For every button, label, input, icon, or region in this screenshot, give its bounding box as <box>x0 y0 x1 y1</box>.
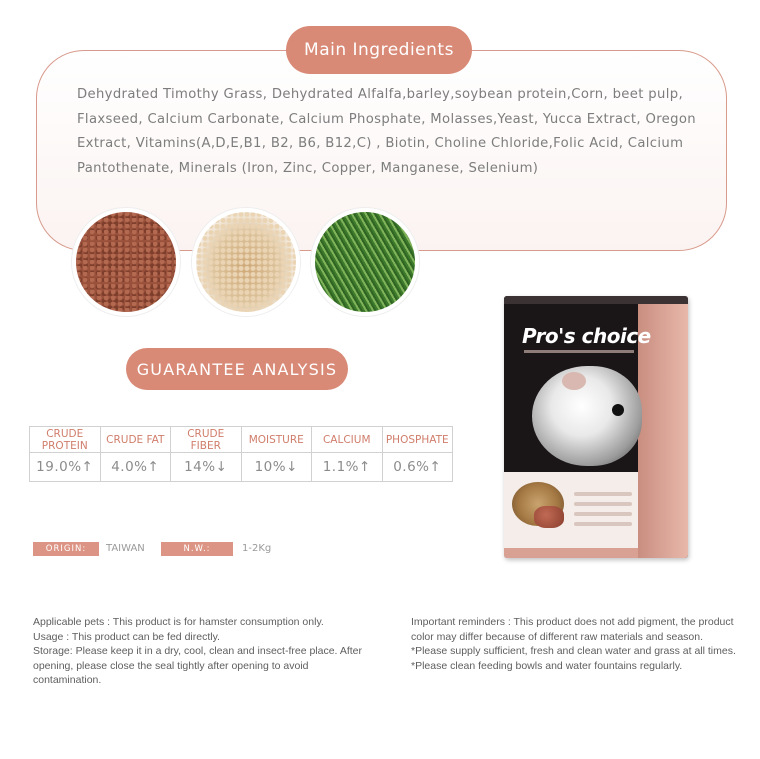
note-applicable-pets: Applicable pets : This product is for hamster consumption only. <box>33 616 324 628</box>
note-reminder: Important reminders : This product does not add pigment, the product color may differ because of different raw materials and season. <box>411 616 734 643</box>
net-weight-label: N.W.: <box>161 542 233 556</box>
bag-weight-strip <box>504 548 638 558</box>
note-water: *Please supply sufficient, fresh and clean water and grass at all times. <box>411 645 736 657</box>
product-bag-image <box>504 296 688 558</box>
ingredients-text: Dehydrated Timothy Grass, Dehydrated Alfalfa,barley,soybean protein,Corn, beet pulp, Flaxseed, Calcium Carbonate, Calcium Phosphate, Molasses,Yeast, Yucca Extract, Oregon Extract, Vitamins(A,D,E,B1, B2, B6, B12,C) , Biotin, Choline Chloride,Folic Acid, Calcium Pantothenate, Minerals (Iron, Zinc, Copper, Manganese, Selenium) <box>77 87 696 176</box>
guinea-pig-ear <box>562 372 586 390</box>
guinea-pig-eye <box>612 404 624 416</box>
grass-photo <box>311 208 419 316</box>
note-storage: Storage: Please keep it in a dry, cool, clean and insect-free place. After opening, please close the seal tightly after opening to avoid contamination. <box>33 645 362 686</box>
col-value: 0.6%↑ <box>382 453 453 482</box>
oat-photo <box>192 208 300 316</box>
net-weight-value: 1-2Kg <box>242 543 272 554</box>
notes-left <box>33 615 378 688</box>
col-value: 4.0%↑ <box>100 453 171 482</box>
guarantee-analysis-title: GUARANTEE ANALYSIS <box>126 348 348 390</box>
col-value: 19.0%↑ <box>30 453 101 482</box>
col-value: 10%↓ <box>241 453 312 482</box>
col-label: PHOSPHATE <box>382 427 453 453</box>
brand-subline <box>524 350 634 353</box>
col-value: 1.1%↑ <box>312 453 383 482</box>
note-clean: *Please clean feeding bowls and water fountains regularly. <box>411 659 683 672</box>
brand-logo: Pro's choice <box>522 324 651 348</box>
col-label: CRUDE PROTEIN <box>30 427 101 453</box>
pellets-image <box>534 506 564 528</box>
col-label: MOISTURE <box>241 427 312 453</box>
notes-right <box>411 615 741 673</box>
grain-photo <box>72 208 180 316</box>
note-usage: Usage : This product can be fed directly. <box>33 630 220 643</box>
col-value: 14%↓ <box>171 453 242 482</box>
origin-label: ORIGIN: <box>33 542 99 556</box>
main-ingredients-title: Main Ingredients <box>286 26 472 74</box>
col-label: CRUDE FIBER <box>171 427 242 453</box>
col-label: CRUDE FAT <box>100 427 171 453</box>
bag-seal <box>504 296 688 304</box>
bag-label-text <box>574 492 632 532</box>
guinea-pig-image <box>532 366 642 466</box>
guarantee-table <box>29 426 453 482</box>
origin-value: TAIWAN <box>106 543 145 554</box>
col-label: CALCIUM <box>312 427 383 453</box>
